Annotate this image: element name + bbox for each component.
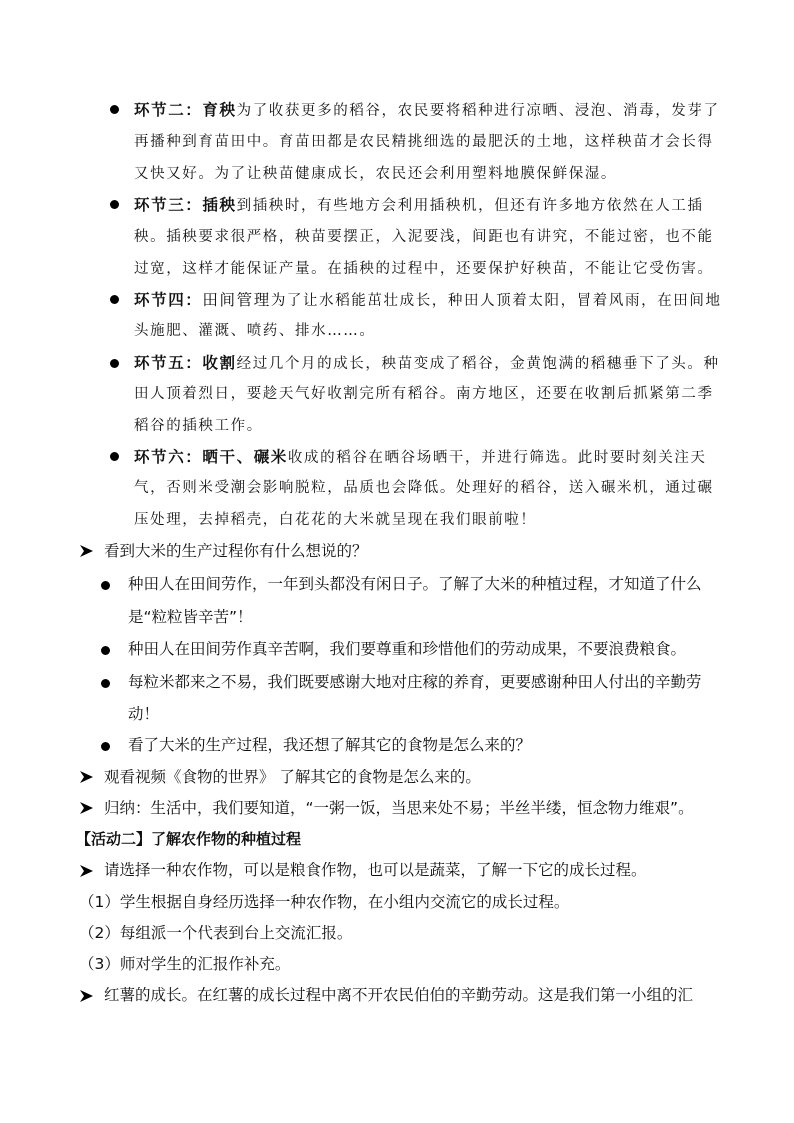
step-5-text: 经过几个月的成长，秧苗变成了稻谷，金黄饱满的稻穗垂下了头。种	[236, 356, 720, 372]
step-2-label: 环节二：	[134, 101, 203, 119]
step-5-label: 环节五：	[134, 354, 203, 372]
step-4-label: 环节四：	[134, 291, 203, 309]
step-4-line-2: 头施肥、灌溉、喷药、排水……。	[134, 323, 376, 339]
step-4-text: 为了让水稻能茁壮成长，种田人顶着太阳，冒着风雨，在田间地	[270, 293, 722, 309]
step-3-text: 到插秧时，有些地方会利用插秧机，但还有许多地方依然在人工插	[236, 198, 704, 214]
step-6-text: 收成的稻谷在晒谷场晒干，并进行筛选。此时要时刻关注天	[287, 450, 707, 466]
step-5-line-2: 田人顶着烈日，要趁天气好收割完所有稻谷。南方地区，还要在收割后抓紧第二季	[134, 386, 714, 402]
arrow-bullet-icon	[79, 864, 95, 878]
activity-step-2: （2）每组派一个代表到台上交流汇报。	[79, 924, 353, 942]
bullet-dot	[110, 295, 119, 304]
activity-step-3: （3）师对学生的汇报作补充。	[79, 955, 291, 973]
activity-2-heading: 【活动二】了解农作物的种植过程	[76, 830, 302, 848]
step-6-label: 环节六：	[134, 448, 203, 466]
step-2-line-2: 再播种到育苗田中。育苗田都是农民精挑细选的最肥沃的土地，这样秧苗才会长得	[134, 134, 714, 150]
answer-1-line-1: 种田人在田间劳作，一年到头都没有闲日子。了解了大米的种植过程，才知道了什么	[128, 575, 702, 593]
step-5-line-1	[134, 353, 720, 374]
step-3-label: 环节三：	[134, 196, 203, 214]
question-line: 看到大米的生产过程你有什么想说的？	[104, 542, 368, 560]
step-2-line-1	[134, 100, 720, 121]
arrow-bullet-icon	[79, 989, 95, 1003]
answer-3-line-1: 每粒米都来之不易，我们既要感谢大地对庄稼的养育，更要感谢种田人付出的辛勤劳	[128, 673, 702, 691]
step-4-line-1	[134, 290, 722, 311]
bullet-dot	[101, 742, 110, 751]
step-3-term: 插秧	[202, 196, 237, 214]
step-5-term: 收割	[202, 354, 237, 372]
step-6-line-1	[134, 447, 707, 468]
bullet-dot	[101, 679, 110, 688]
answer-3-line-2: 动！	[128, 705, 160, 723]
step-3-line-3: 过宽，这样才能保证产量。在插秧的过程中，还要保护好秧苗，不能让它受伤害。	[134, 261, 714, 277]
bullet-dot	[110, 452, 119, 461]
step-6-line-2: 气，否则米受潮会影响脱粒，品质也会降低。处理好的稻谷，送入碾米机，通过碾	[134, 480, 714, 496]
step-3-line-2: 秧。插秧要求很严格，秧苗要摆正，入泥要浅，间距也有讲究，不能过密，也不能	[134, 229, 714, 245]
video-line: 观看视频《食物的世界》 了解其它的食物是怎么来的。	[104, 768, 481, 786]
answer-1-line-2: 是“粒粒皆辛苦”！	[128, 608, 253, 626]
step-2-line-3: 又快又好。为了让秧苗健康成长，农民还会利用塑料地膜保鲜保湿。	[134, 166, 617, 182]
sweet-potato-line: 红薯的成长。在红薯的成长过程中离不开农民伯伯的辛勤劳动。这是我们第一小组的汇	[104, 986, 694, 1004]
arrow-bullet-icon	[79, 770, 95, 784]
bullet-dot	[101, 581, 110, 590]
summary-line: 归纳：生活中，我们要知道，“一粥一饭，当思来处不易；半丝半缕，恒念物力维艰”。	[104, 799, 694, 817]
choose-line: 请选择一种农作物，可以是粮食作物，也可以是蔬菜，了解一下它的成长过程。	[104, 861, 647, 879]
arrow-bullet-icon	[79, 544, 95, 558]
bullet-dot	[101, 646, 110, 655]
bullet-dot	[110, 105, 119, 114]
step-6-term: 晒干、碾米	[202, 448, 288, 466]
step-6-line-3: 压处理，去掉稻壳，白花花的大米就呈现在我们眼前啦！	[134, 512, 537, 528]
bullet-dot	[110, 359, 119, 368]
step-4-term: 田间管理	[202, 291, 271, 309]
bullet-dot	[110, 200, 119, 209]
answer-4-line-1: 看了大米的生产过程，我还想了解其它的食物是怎么来的？	[128, 736, 532, 754]
answer-2-line-1: 种田人在田间劳作真辛苦啊，我们要尊重和珍惜他们的劳动成果，不要浪费粮食。	[128, 640, 687, 658]
arrow-bullet-icon	[79, 801, 95, 815]
activity-step-1: （1）学生根据自身经历选择一种农作物，在小组内交流它的成长过程。	[79, 893, 570, 911]
step-2-term: 育秧	[202, 101, 237, 119]
step-5-line-3: 稻谷的插秧工作。	[134, 418, 263, 434]
step-3-line-1	[134, 195, 704, 216]
step-2-text: 为了收获更多的稻谷，农民要将稻种进行凉晒、浸泡、消毒，发芽了	[236, 103, 720, 119]
